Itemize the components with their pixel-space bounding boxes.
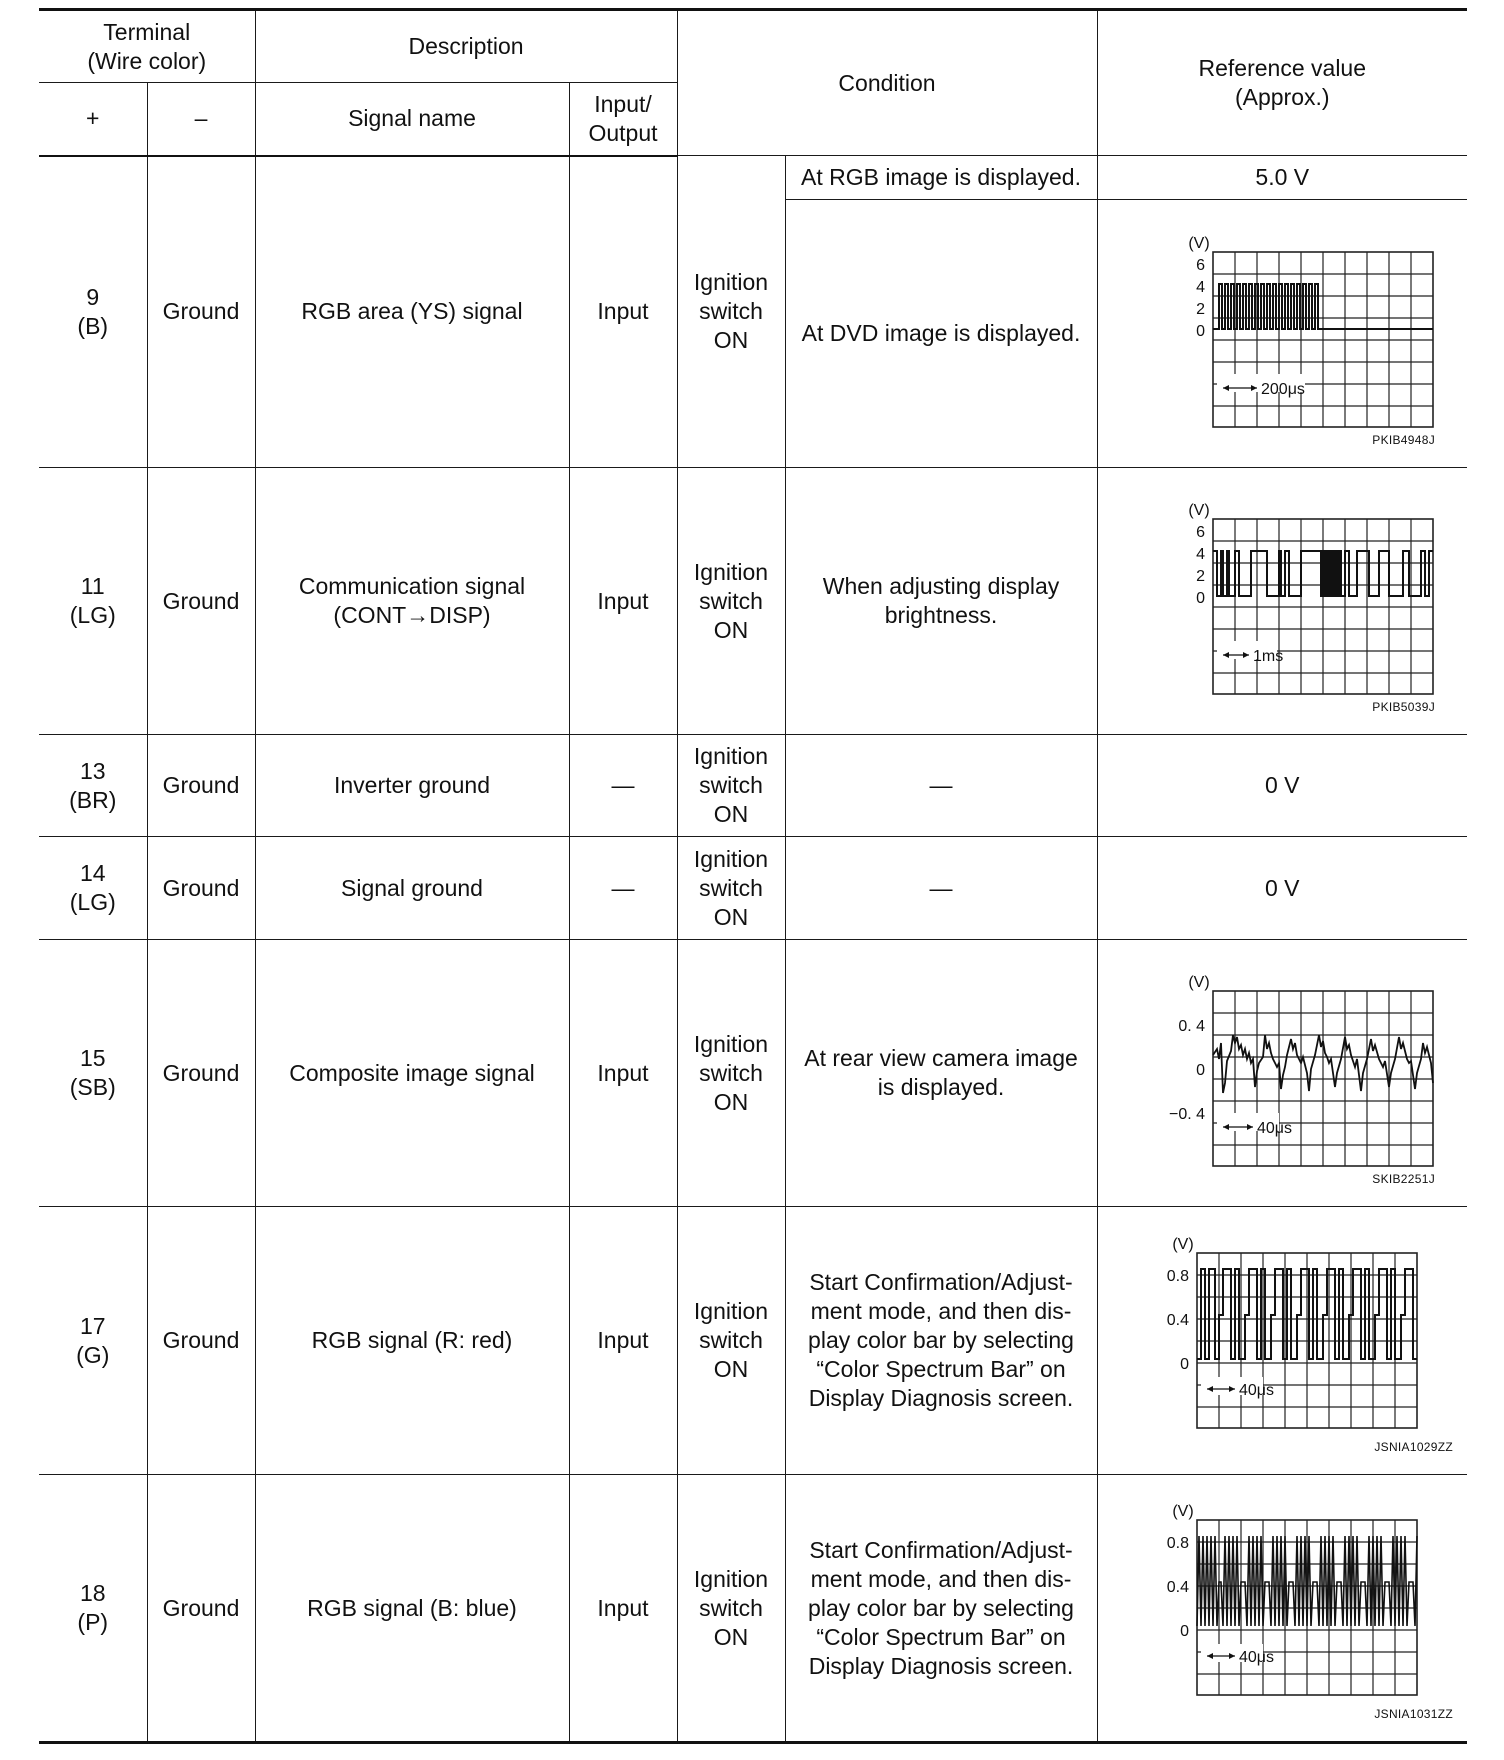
tick-label: 0.8: [1167, 1267, 1190, 1285]
tick-label: 0.4: [1167, 1579, 1190, 1596]
terminal-cell: 15 (SB): [39, 940, 147, 1207]
condition-cell: —: [785, 735, 1097, 837]
tick-label: 0: [1196, 322, 1206, 340]
waveform-cell: [1097, 1475, 1467, 1743]
ground-cell: Ground: [147, 468, 255, 735]
io-cell: Input: [569, 468, 677, 735]
ignition-cell: Ignition switch ON: [677, 1207, 785, 1475]
table-row: [39, 468, 1467, 735]
time-scale-label: 1ms: [1253, 648, 1284, 665]
figure-code: SKIB2251J: [1372, 1172, 1436, 1186]
terminal-cell: 17 (G): [39, 1207, 147, 1475]
header-row-1: [39, 10, 1467, 83]
time-scale-label: 40μs: [1239, 1649, 1275, 1666]
io-cell: Input: [569, 1207, 677, 1475]
table-row: [39, 1207, 1467, 1475]
terminal-cell: 14 (LG): [39, 837, 147, 940]
condition-cell: —: [785, 837, 1097, 940]
unit-label: (V): [1188, 234, 1210, 252]
tick-label: 0: [1180, 1355, 1190, 1373]
signal-name-cell: Communication signal (CONT→DISP): [255, 468, 569, 735]
table-row: [39, 940, 1467, 1207]
tick-label: 6: [1196, 256, 1206, 274]
waveform-rgb-blue: [1117, 1498, 1447, 1718]
waveform-cell: [1097, 200, 1467, 468]
minus-header: –: [147, 83, 255, 156]
ground-cell: Ground: [147, 940, 255, 1207]
signal-name-cell: Composite image signal: [255, 940, 569, 1207]
terminal-cell: 9 (B): [39, 156, 147, 468]
ignition-cell: Ignition switch ON: [677, 735, 785, 837]
figure-code: JSNIA1029ZZ: [1374, 1440, 1454, 1454]
condition-cell: When adjusting display brightness.: [785, 468, 1097, 735]
waveform-composite: [1117, 963, 1447, 1183]
unit-label: (V): [1188, 974, 1210, 991]
waveform-communication: [1117, 491, 1447, 711]
ignition-cell: Ignition switch ON: [677, 940, 785, 1207]
plus-header: +: [39, 83, 147, 156]
input-output-header: Input/ Output: [569, 83, 677, 156]
time-scale-label: 40μs: [1257, 1120, 1293, 1137]
condition-cell: Start Confirmation/Adjust- ment mode, and then dis- play color bar by selecting “Color Spectrum Bar” on Display Diagnosis screen.: [785, 1207, 1097, 1475]
tick-label: 0.4: [1167, 1311, 1190, 1329]
figure-code: PKIB4948J: [1372, 433, 1436, 447]
ignition-cell: Ignition switch ON: [677, 156, 785, 468]
terminal-cell: 11 (LG): [39, 468, 147, 735]
time-scale-label: 40μs: [1239, 1381, 1275, 1399]
condition-cell: At RGB image is displayed.: [785, 156, 1097, 200]
io-cell: —: [569, 735, 677, 837]
waveform-cell: [1097, 468, 1467, 735]
tick-label: 0. 4: [1178, 1018, 1206, 1035]
ignition-cell: Ignition switch ON: [677, 837, 785, 940]
ignition-cell: Ignition switch ON: [677, 1475, 785, 1743]
tick-label: −0. 4: [1169, 1106, 1206, 1123]
reference-cell: 5.0 V: [1097, 156, 1467, 200]
time-scale-label: 200μs: [1261, 380, 1306, 398]
terminal-cell: 18 (P): [39, 1475, 147, 1743]
unit-label: (V): [1172, 1235, 1194, 1253]
terminal-cell: 13 (BR): [39, 735, 147, 837]
reference-value-header: Reference value (Approx.): [1097, 10, 1467, 156]
ground-cell: Ground: [147, 156, 255, 468]
waveform-rgb-area: [1117, 224, 1447, 444]
signal-name-cell: RGB signal (R: red): [255, 1207, 569, 1475]
ground-cell: Ground: [147, 837, 255, 940]
unit-label: (V): [1172, 1503, 1194, 1520]
condition-header: Condition: [677, 10, 1097, 156]
ground-cell: Ground: [147, 735, 255, 837]
condition-cell: Start Confirmation/Adjust- ment mode, and then dis- play color bar by selecting “Color Spectrum Bar” on Display Diagnosis screen.: [785, 1475, 1097, 1743]
table-row: [39, 837, 1467, 940]
tick-label: 0: [1196, 590, 1206, 607]
figure-code: JSNIA1031ZZ: [1374, 1707, 1454, 1721]
tick-label: 0: [1180, 1623, 1190, 1640]
waveform-cell: [1097, 1207, 1467, 1475]
io-cell: Input: [569, 1475, 677, 1743]
signal-name-cell: Inverter ground: [255, 735, 569, 837]
io-cell: Input: [569, 940, 677, 1207]
waveform-rgb-red: [1117, 1231, 1447, 1451]
table-row: [39, 1475, 1467, 1743]
tick-label: 4: [1196, 546, 1206, 563]
condition-cell: At rear view camera image is displayed.: [785, 940, 1097, 1207]
terminal-spec-table: [39, 8, 1467, 1744]
tick-label: 2: [1196, 300, 1206, 318]
figure-code: PKIB5039J: [1372, 700, 1436, 714]
tick-label: 0.8: [1167, 1535, 1190, 1552]
signal-name-cell: RGB signal (B: blue): [255, 1475, 569, 1743]
tick-label: 6: [1196, 524, 1206, 541]
tick-label: 4: [1196, 278, 1206, 296]
table-row: [39, 735, 1467, 837]
signal-name-cell: RGB area (YS) signal: [255, 156, 569, 468]
reference-cell: 0 V: [1097, 735, 1467, 837]
ground-cell: Ground: [147, 1475, 255, 1743]
signal-name-header: Signal name: [255, 83, 569, 156]
reference-cell: 0 V: [1097, 837, 1467, 940]
signal-name-cell: Signal ground: [255, 837, 569, 940]
io-cell: Input: [569, 156, 677, 468]
unit-label: (V): [1188, 502, 1210, 519]
table-row: [39, 156, 1467, 200]
terminal-header: Terminal (Wire color): [39, 10, 255, 83]
tick-label: 0: [1196, 1062, 1206, 1079]
ground-cell: Ground: [147, 1207, 255, 1475]
condition-cell: At DVD image is displayed.: [785, 200, 1097, 468]
description-header: Description: [255, 10, 677, 83]
tick-label: 2: [1196, 568, 1206, 585]
waveform-cell: [1097, 940, 1467, 1207]
io-cell: —: [569, 837, 677, 940]
ignition-cell: Ignition switch ON: [677, 468, 785, 735]
